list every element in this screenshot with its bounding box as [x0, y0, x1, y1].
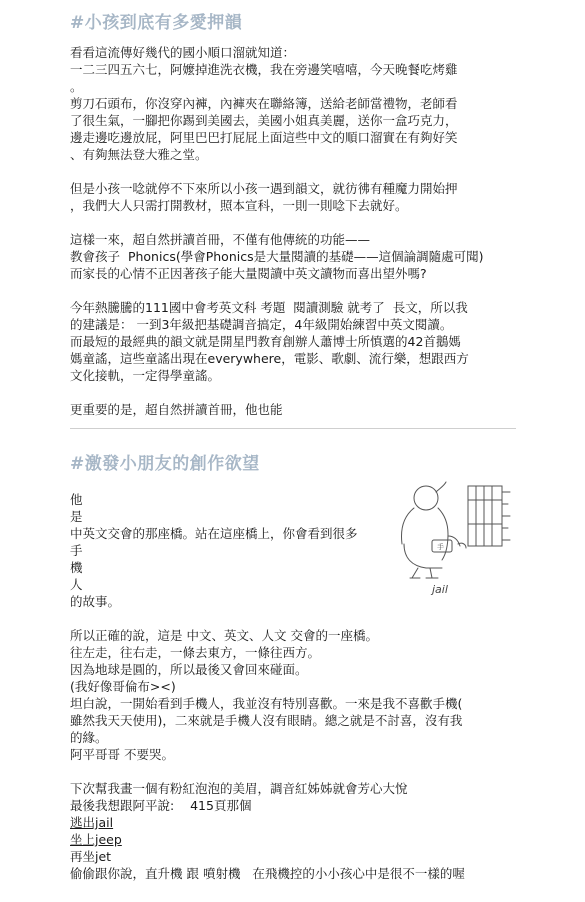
text-line: 偷偷跟你說，直升機 跟 噴射機 在飛機控的小小孩心中是很不一樣的喔 [70, 866, 465, 881]
text-line: 看看這流傳好幾代的國小順口溜就知道： [70, 45, 296, 60]
text-line: 但是小孩一唸就停不下來所以小孩一遇到韻文，就彷彿有種魔力開始押 [70, 181, 458, 196]
paragraph-gap [70, 214, 516, 231]
text-line: 雖然我天天使用)，二來就是手機人沒有眼睛。總之就是不討喜，沒有我 [70, 713, 463, 728]
text-line: 今年熱騰騰的111國中會考英文科 考題 閱讀測驗 就考了 長文，所以我 [70, 300, 468, 315]
text-line: 逃出jail [70, 815, 114, 830]
text-line: 人 [70, 577, 83, 592]
text-line: 的緣。 [70, 730, 108, 745]
text-line: 而家長的心情不正因著孩子能大量閱讀中英文讀物而喜出望外嗎? [70, 266, 427, 281]
text-line: 阿平哥哥 不要哭。 [70, 747, 174, 762]
text-line: 。 [70, 79, 83, 94]
text-line: ，我們大人只需打開教材，照本宣科，一則一則唸下去就好。 [70, 198, 408, 213]
text-line: 邊走邊吃邊放屁，阿里巴巴打屁屁上面這些中文的順口溜實在有夠好笑 [70, 130, 458, 145]
text-line: 這樣一來，超自然拼讀首冊，不僅有他傳統的功能—— [70, 232, 371, 247]
section-divider [70, 428, 516, 429]
text-line: (我好像哥倫布><) [70, 679, 176, 694]
text-line: 教會孩子 Phonics(學會Phonics是大量閱讀的基礎——這個論調隨處可聞) [70, 249, 484, 264]
paragraph-gap [70, 384, 516, 401]
text-line: 機 [70, 560, 83, 575]
text-line: 了很生氣，一腳把你踢到美國去，美國小姐真美麗，送你一盒巧克力， [70, 113, 458, 128]
paragraph-gap [70, 163, 516, 180]
text-line: 中英文交會的那座橋。站在這座橋上，你會看到很多 [70, 526, 358, 541]
text-line: 下次幫我畫一個有粉紅泡泡的美眉，調音紅姊姊就會芳心大悅 [70, 781, 408, 796]
illustration-caption: jail [432, 583, 448, 596]
text-line: 一二三四五六七，阿嬤掉進洗衣機，我在旁邊笑嘻嘻，今天晚餐吃烤雞 [70, 62, 458, 77]
text-line: 所以正確的說，這是 中文、英文、人文 交會的一座橋。 [70, 628, 378, 643]
section-body-rhyme [70, 44, 516, 418]
text-line: 剪刀石頭布，你沒穿內褲，內褲夾在聯絡簿，送給老師當禮物，老師看 [70, 96, 458, 111]
text-line: 的建議是： 一到3年級把基礎調音搞定，4年級開始練習中英文閱讀。 [70, 317, 453, 332]
text-line: 坐上jeep [70, 832, 122, 847]
section-heading-creativity: #激發小朋友的創作欲望 [70, 454, 260, 474]
paragraph-gap [70, 610, 516, 627]
text-line: 而最短的最經典的韻文就是開星門教育創辦人蕭博士所慎選的42首鵝媽 [70, 334, 461, 349]
phone-label: 手 [437, 543, 444, 551]
text-line: 因為地球是圓的，所以最後又會回來碰面。 [70, 662, 308, 677]
text-line: 最後我想跟阿平說: 415頁那個 [70, 798, 252, 813]
text-line: 坦白說，一開始看到手機人，我並沒有特別喜歡。一來是我不喜歡手機( [70, 696, 463, 711]
text-line: 的故事。 [70, 594, 121, 609]
text-line: 媽童謠，這些童謠出現在everywhere，電影、歌劇、流行樂，想跟西方 [70, 351, 469, 366]
paragraph-gap [70, 763, 516, 780]
paragraph-gap [70, 282, 516, 299]
text-line: 是 [70, 509, 83, 524]
text-line: 再坐jet [70, 849, 112, 864]
phone-man-illustration [396, 478, 514, 598]
section-heading-rhyme: #小孩到底有多愛押韻 [70, 13, 243, 33]
text-line: 他 [70, 492, 83, 507]
text-line: 文化接軌，一定得學童謠。 [70, 368, 221, 383]
text-line: 往左走，往右走，一條去東方，一條往西方。 [70, 645, 321, 660]
text-line: 、有夠無法登大雅之堂。 [70, 147, 208, 162]
text-line: 更重要的是，超自然拼讀首冊，他也能 [70, 402, 283, 417]
text-line: 手 [70, 543, 83, 558]
